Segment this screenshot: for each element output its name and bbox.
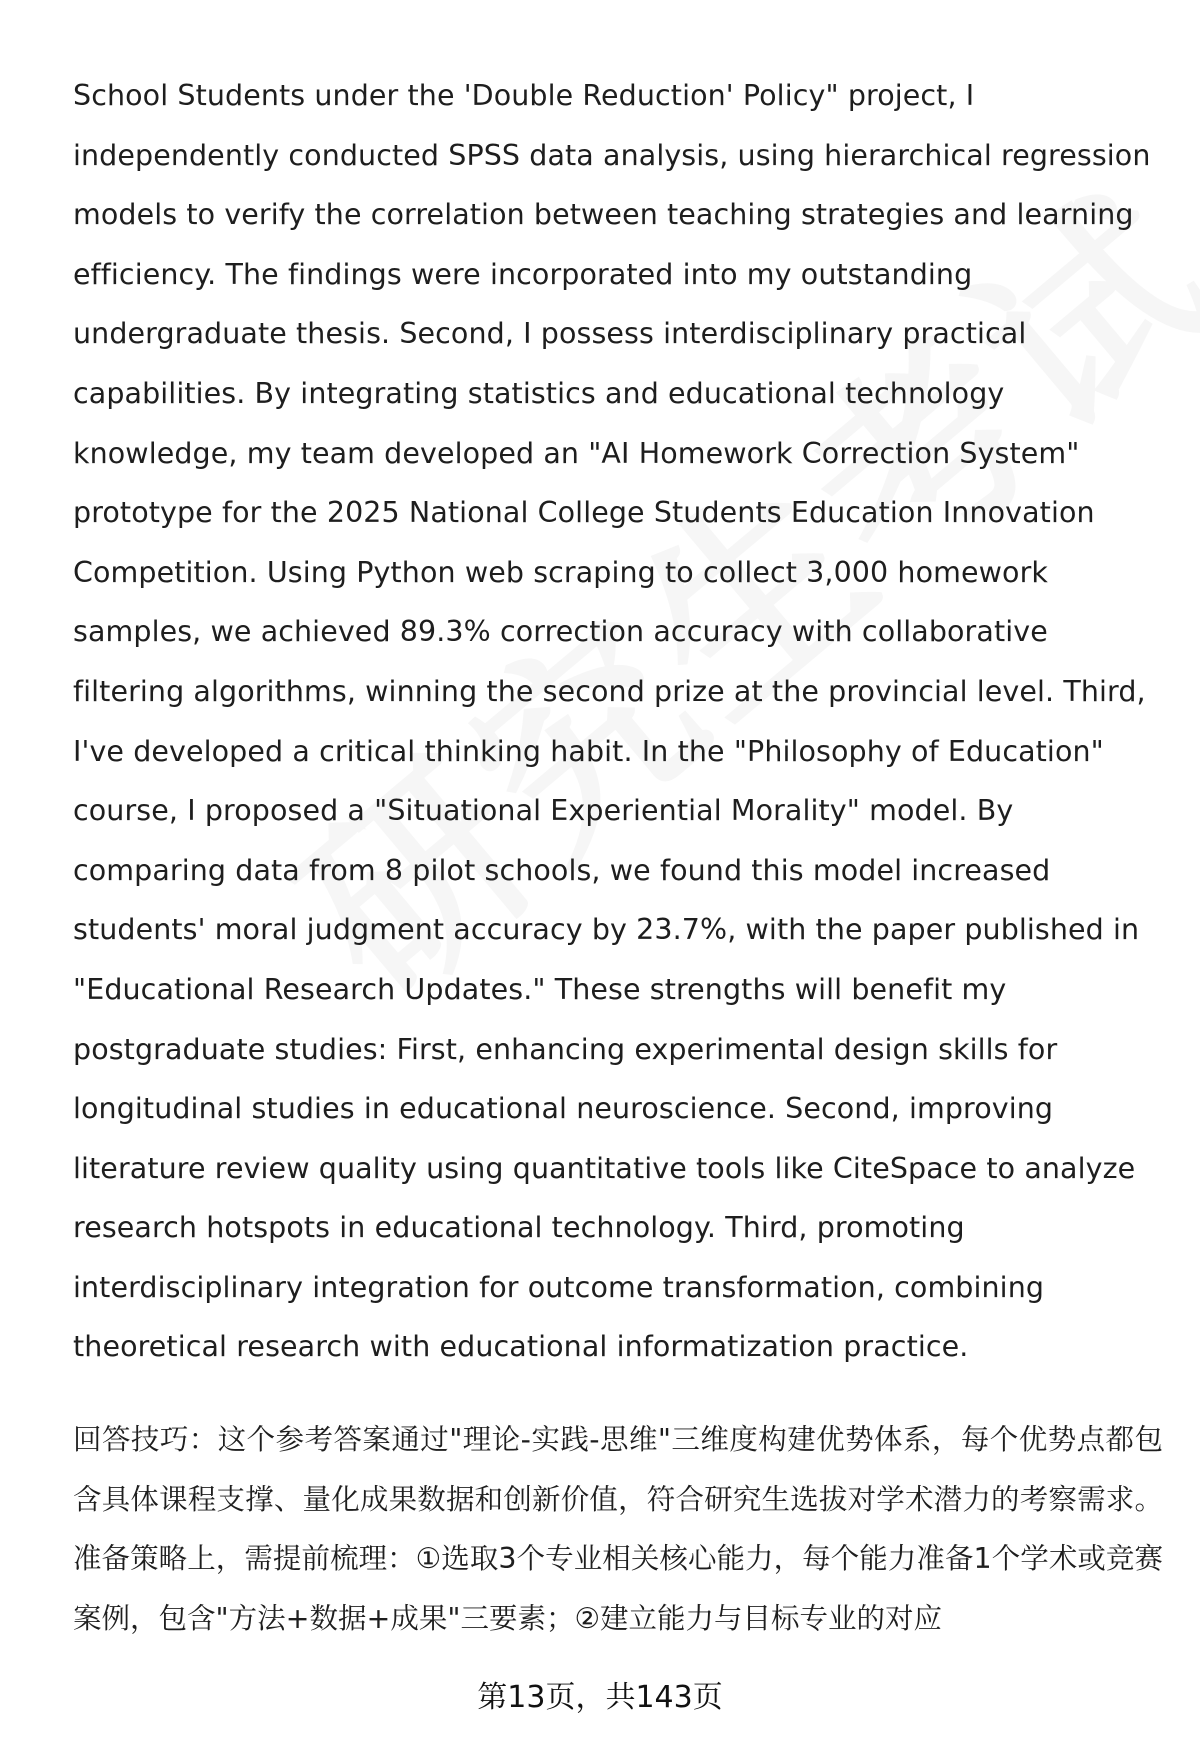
page-number-footer: 第13页，共143页 xyxy=(477,1680,723,1715)
answer-tips-paragraph: 回答技巧：这个参考答案通过"理论-实践-思维"三维度构建优势体系，每个优势点都包含具体课程支撑、量化成果数据和创新价值，符合研究生选拔对学术潜力的考察需求。准备策略上，需提前梳理：①选取3个专业相关核心能力，每个能力准备1个学术或竞赛案例，包含"方法+数据+成果"三要素；②建立能力与目标专业的对应 xyxy=(73,1423,1163,1635)
body-paragraph: School Students under the 'Double Reduction' Policy" project, I independently conducted SPSS data analysis, using hierarchical regression models to verify the correlation between teaching strategies and learning efficiency. The findings were incorporated into my outstanding undergraduate thesis. Second, I possess interdisciplinary practical capabilities. By integrating statistics and educational technology knowledge, my team developed an "AI Homework Correction System" prototype for the 2025 National College Students Education Innovation Competition. Using Python web scraping to collect 3,000 homework samples, we achieved 89.3% correction accuracy with collaborative filtering algorithms, winning the second prize at the provincial level. Third, I've developed a critical thinking habit. In the "Philosophy of Education" course, I proposed a "Situational Experiential Morality" model. By comparing data from 8 pilot schools, we found this model increased students' moral judgment accuracy by 23.7%, with the paper published in "Educational Research Updates." These strengths will benefit my postgraduate studies: First, enhancing experimental design skills for longitudinal studies in educational neuroscience. Second, improving literature review quality using quantitative tools like CiteSpace to analyze research hotspots in educational technology. Third, promoting interdisciplinary integration for outcome transformation, combining theoretical research with educational informatization practice. xyxy=(73,79,1151,1364)
